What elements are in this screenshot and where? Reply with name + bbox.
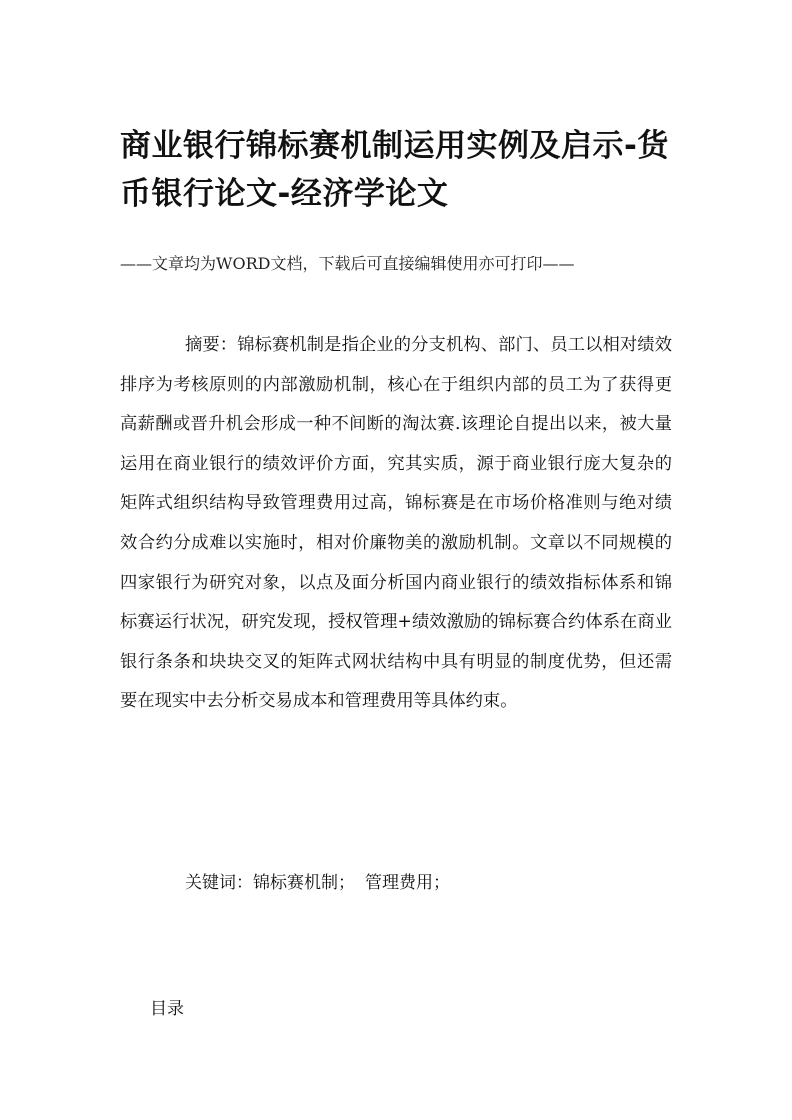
document-subtitle: ——文章均为WORD文档，下载后可直接编辑使用亦可打印—— [120,254,575,273]
keyword-item: 锦标赛机制； [253,873,355,893]
abstract-paragraph: 摘要：锦标赛机制是指企业的分支机构、部门、员工以相对绩效排序为考核原则的内部激励机制，核心在于组织内部的员工为了获得更高薪酬或晋升机会形成一种不间断的淘汰赛.该理论自提出以来，被大量运用在商业银行的绩效评价方面，究其实质，源于商业银行庞大复杂的矩阵式组织结构导致管理费用过高，锦标赛是在市场价格准则与绝对绩效合约分成难以实施时，相对价廉物美的激励机制。文章以不同规模的四家银行为研究对象，以点及面分析国内商业银行的绩效指标体系和锦标赛运行状况，研究发现，授权管理+绩效激励的锦标赛合约体系在商业银行条条和块块交叉的矩阵式网状结构中具有明显的制度优势，但还需要在现实中去分析交易成本和管理费用等具体约束。 [120,335,672,712]
toc-heading: 目录 [150,999,184,1019]
keywords-label: 关键词： [185,873,253,893]
keyword-item: 管理费用； [365,873,450,893]
document-title: 商业银行锦标赛机制运用实例及启示-货币银行论文-经济学论文 [120,128,669,212]
keywords-line [185,868,450,898]
